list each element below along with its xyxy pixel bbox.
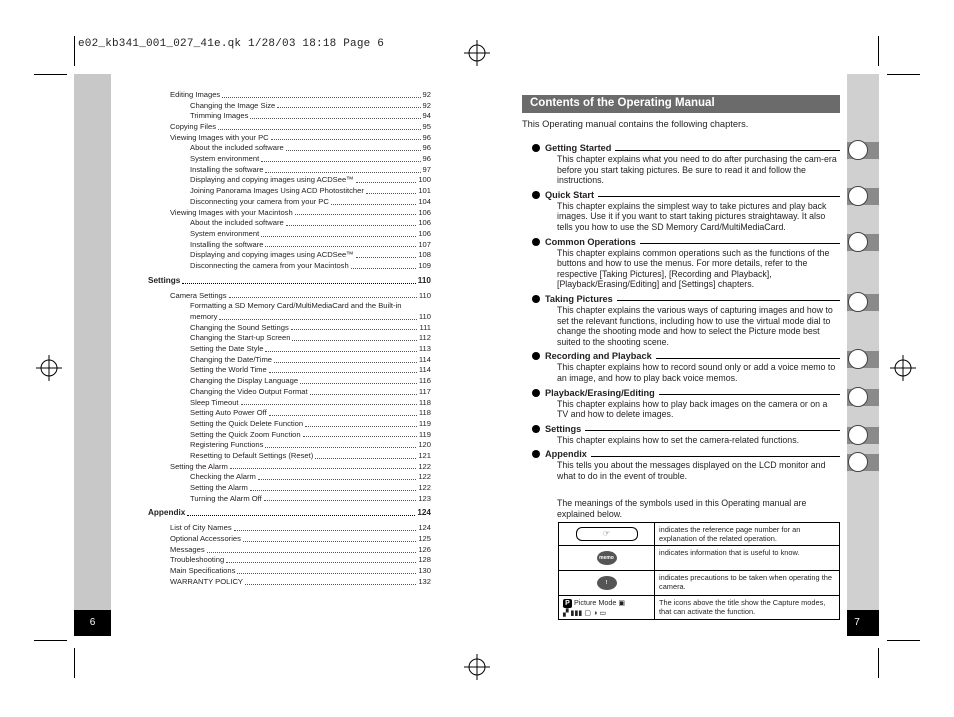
dot-leader [250, 490, 417, 491]
toc-entry [148, 111, 431, 122]
toc-page-number: 118 [418, 397, 431, 407]
table-row [559, 546, 840, 571]
toc-label: Copying Files [170, 122, 217, 132]
toc-page-number: 122 [418, 461, 431, 471]
dot-leader [243, 541, 416, 542]
crop-mark [74, 36, 75, 66]
toc-page-number: 92 [422, 89, 431, 99]
toc-page-number: 123 [418, 493, 431, 503]
crop-mark [878, 36, 879, 66]
toc-page-number: 106 [418, 228, 431, 238]
capture-mode-icons [559, 596, 655, 620]
toc-entry [148, 566, 431, 577]
toc-page-number: 110 [417, 275, 431, 285]
tab-ring-icon [848, 186, 868, 206]
left-thumb-tab [74, 74, 111, 636]
toc-page-number: 118 [418, 408, 431, 418]
toc-entry [148, 176, 431, 187]
toc-entry [148, 577, 431, 588]
toc-label: Displaying and copying images using ACDSee™ [190, 175, 354, 185]
toc-page-number: 125 [418, 534, 431, 544]
dot-leader [182, 283, 415, 284]
toc-page-number: 114 [418, 354, 431, 364]
toc-label: Setting Auto Power Off [190, 408, 267, 418]
toc-label: Installing the software [190, 164, 264, 174]
toc-label: Camera Settings [170, 290, 227, 300]
toc-page-number: 96 [422, 132, 431, 142]
toc-entry [148, 333, 431, 344]
toc-page-number: 120 [418, 440, 431, 450]
toc-entry [148, 218, 431, 229]
toc-label: Disconnecting the camera from your Macintosh [190, 260, 349, 270]
toc-page-number: 97 [422, 164, 431, 174]
toc-label: Changing the Display Language [190, 376, 299, 386]
registration-mark-icon [890, 355, 916, 381]
toc-label: Main Specifications [170, 566, 236, 576]
toc-page-number: 104 [418, 196, 431, 206]
chapter-description: This chapter explains the simplest way to take pictures and play back images. Use it if you want to start taking pictures straightaway. It also tells you how to use the SD Memory Card/MultiMediaCard. [557, 200, 827, 232]
toc-page-number: 122 [418, 483, 431, 493]
intro-text: This Operating manual contains the following chapters. [522, 119, 749, 129]
toc-entry [148, 387, 431, 398]
chapter-item [532, 387, 840, 420]
right-page-number: 7 [854, 617, 860, 628]
dot-leader [230, 468, 417, 469]
chapter-description: This chapter explains what you need to do after purchasing the cam-era before you start taking pictures. Be sure to read it and follow the instructions. [557, 154, 837, 186]
toc-label: Changing the Sound Settings [190, 322, 289, 332]
dot-leader [300, 383, 417, 384]
crop-mark [887, 640, 920, 641]
symbols-intro: The meanings of the symbols used in this Operating manual are explained below. [557, 498, 807, 519]
symbols-table [558, 522, 840, 620]
section-title-bar [522, 95, 840, 113]
chapter-description: This chapter explains how to record sound only or add a voice memo to an image, and how to play back voice memos. [557, 362, 836, 383]
tab-ring-icon [848, 387, 868, 407]
toc-label: Sleep Timeout [190, 397, 239, 407]
toc-label: Changing the Video Output Format [190, 386, 308, 396]
dot-leader [269, 415, 417, 416]
dot-leader [258, 479, 416, 480]
crop-mark [74, 648, 75, 678]
picture-mode-icon: P [563, 599, 572, 608]
toc-label: Setting the Alarm [170, 461, 228, 471]
toc-label: Editing Images [170, 89, 221, 99]
toc-entry [148, 430, 431, 441]
chapter-title: Getting Started [545, 143, 612, 153]
toc-page-number: 126 [418, 544, 431, 554]
table-row [559, 596, 840, 620]
toc-label: Installing the software [190, 239, 264, 249]
table-row [559, 523, 840, 546]
toc-label: List of City Names [170, 523, 232, 533]
toc-label: Messages [170, 544, 205, 554]
toc-page-number: 128 [418, 555, 431, 565]
toc-label: Joining Panorama Images Using ACD Photostitcher [190, 186, 364, 196]
dot-leader [265, 351, 416, 352]
chapter-description: This chapter explains the various ways of capturing images and how to set the relevant functions, including how to use the virtual mode dial to change the shooting mode and how to select the Picture mode best suited to the shooting scene. [557, 304, 833, 347]
table-of-contents [148, 90, 431, 588]
toc-label: Turning the Alarm Off [190, 493, 262, 503]
dot-leader [286, 225, 417, 226]
dot-leader [356, 182, 417, 183]
bullet-icon [532, 191, 540, 199]
toc-label: Setting the Alarm [190, 483, 248, 493]
bullet-icon [532, 295, 540, 303]
dot-leader [303, 436, 417, 437]
page-number-box [847, 610, 879, 636]
toc-entry [148, 440, 431, 451]
toc-page-number: 108 [418, 250, 431, 260]
chapter-item [532, 448, 840, 481]
toc-page-number: 119 [418, 418, 431, 428]
dot-leader [291, 329, 418, 330]
toc-label: WARRANTY POLICY [170, 576, 243, 586]
toc-entry [148, 90, 431, 101]
dot-leader [250, 118, 420, 119]
left-page-number: 6 [89, 617, 96, 628]
toc-entry [148, 545, 431, 556]
toc-entry [148, 494, 431, 505]
bullet-icon [532, 389, 540, 397]
toc-label: Appendix [148, 508, 186, 518]
page-number-box [74, 610, 111, 636]
toc-page-number: 106 [418, 207, 431, 217]
toc-label: Viewing Images with your Macintosh [170, 207, 293, 217]
toc-entry [148, 261, 431, 272]
toc-page-number: 124 [418, 523, 431, 533]
toc-label: About the included software [190, 143, 284, 153]
dot-leader [219, 319, 416, 320]
toc-label: Changing the Start-up Screen [190, 333, 291, 343]
dot-leader [261, 161, 420, 162]
dot-leader [187, 515, 415, 516]
toc-page-number: 95 [422, 122, 431, 132]
dot-leader [265, 246, 416, 247]
registration-mark-icon [464, 40, 490, 66]
scene-icon: ▣ [618, 598, 626, 607]
toc-label: Setting the Quick Delete Function [190, 418, 304, 428]
toc-entry [148, 208, 431, 219]
toc-page-number: 109 [418, 260, 431, 270]
dot-leader [265, 172, 420, 173]
toc-page-number: 132 [418, 576, 431, 586]
toc-entry [148, 250, 431, 261]
chapter-title: Playback/Erasing/Editing [545, 387, 655, 398]
toc-entry [148, 451, 431, 462]
toc-entry [148, 376, 431, 387]
dot-leader [218, 129, 421, 130]
dot-leader [261, 236, 416, 237]
bullet-icon [532, 425, 540, 433]
crop-mark [34, 640, 67, 641]
toc-label: About the included software [190, 218, 284, 228]
toc-page-number: 119 [418, 429, 431, 439]
crop-mark [878, 648, 879, 678]
toc-page-number: 107 [418, 239, 431, 249]
header-line: e02_kb341_001_027_41e.qk 1/28/03 18:18 Page 6 [78, 38, 385, 50]
movie-icon: ▞ ▮▮▮ ▢ ◑ ▭ [563, 608, 607, 617]
toc-page-number: 110 [418, 312, 431, 322]
chapter-title: Appendix [545, 449, 587, 460]
dot-leader [229, 297, 417, 298]
toc-label: Registering Functions [190, 440, 264, 450]
bullet-icon [532, 144, 540, 152]
chapter-title: Recording and Playback [545, 351, 652, 362]
tab-ring-icon [848, 140, 868, 160]
symbol-description: indicates the reference page number for an explanation of the related operation. [655, 523, 840, 546]
dot-leader [295, 214, 417, 215]
toc-entry [148, 472, 431, 483]
dot-leader [234, 530, 417, 531]
toc-page-number: 121 [418, 450, 431, 460]
toc-entry [148, 165, 431, 176]
bullet-icon [532, 238, 540, 246]
toc-label: System environment [190, 228, 260, 238]
toc-entry [148, 229, 431, 240]
toc-entry [148, 398, 431, 409]
bullet-icon [532, 450, 540, 458]
toc-page-number: 113 [418, 344, 431, 354]
toc-label: Viewing Images with your PC [170, 132, 269, 142]
dot-leader [264, 500, 417, 501]
table-row [559, 571, 840, 596]
toc-entry [148, 186, 431, 197]
toc-label: Disconnecting your camera from your PC [190, 196, 329, 206]
dot-leader [305, 426, 417, 427]
chapter-item [532, 236, 840, 290]
toc-entry [148, 197, 431, 208]
toc-page-number: 114 [418, 365, 431, 375]
toc-page-number: 111 [419, 322, 431, 332]
toc-page-number: 101 [418, 186, 431, 196]
toc-entry [148, 523, 431, 534]
dot-leader [271, 139, 421, 140]
chapter-item [532, 189, 840, 233]
toc-entry [148, 154, 431, 165]
tab-ring-icon [848, 349, 868, 369]
toc-label: Changing the Image Size [190, 100, 276, 110]
toc-page-number: 94 [422, 111, 431, 121]
toc-label: Displaying and copying images using ACDSee™ [190, 250, 354, 260]
symbol-description: The icons above the title show the Capture modes, that can activate the function. [655, 596, 840, 620]
dot-leader [315, 458, 416, 459]
toc-entry [148, 122, 431, 133]
chapter-title: Settings [545, 423, 582, 434]
toc-entry [148, 344, 431, 355]
dot-leader [351, 268, 417, 269]
registration-mark-icon [36, 355, 62, 381]
toc-entry [148, 101, 431, 112]
toc-label: Troubleshooting [170, 555, 225, 565]
dot-leader [331, 204, 416, 205]
toc-label: Setting the Date Style [190, 344, 264, 354]
toc-entry [148, 408, 431, 419]
tab-ring-icon [848, 292, 868, 312]
toc-label: Settings [148, 275, 181, 285]
toc-entry [148, 323, 431, 334]
picture-mode-label: Picture Mode [574, 598, 617, 607]
page-title: Contents of the Operating Manual [530, 97, 715, 109]
tab-ring-icon [848, 232, 868, 252]
crop-mark [887, 74, 920, 75]
chapter-item [532, 350, 840, 383]
dot-leader [366, 193, 416, 194]
dot-leader [222, 97, 420, 98]
toc-entry [148, 240, 431, 251]
toc-label: Setting the World Time [190, 365, 267, 375]
toc-page-number: 117 [418, 386, 431, 396]
toc-entry [148, 556, 431, 567]
toc-entry [148, 534, 431, 545]
dot-leader [356, 257, 417, 258]
toc-page-number: 96 [422, 154, 431, 164]
chapter-description: This tells you about the messages displayed on the LCD monitor and what to do in the event of trouble. [557, 460, 826, 481]
chapter-title: Taking Pictures [545, 293, 613, 304]
toc-entry [148, 312, 431, 323]
chapter-list [532, 142, 840, 484]
dot-leader [265, 447, 416, 448]
chapter-item [532, 423, 840, 446]
symbol-description: indicates information that is useful to know. [655, 546, 840, 571]
toc-entry [148, 291, 431, 302]
tab-ring-icon [848, 452, 868, 472]
dot-leader [286, 150, 421, 151]
dot-leader [269, 372, 417, 373]
toc-label: Optional Accessories [170, 534, 241, 544]
dot-leader [226, 562, 416, 563]
toc-label: Changing the Date/Time [190, 354, 273, 364]
chapter-item [532, 293, 840, 347]
dot-leader [292, 340, 416, 341]
toc-page-number: 116 [418, 376, 431, 386]
toc-label: Checking the Alarm [190, 472, 256, 482]
chapter-title: Quick Start [545, 189, 595, 200]
memo-icon: memo [597, 551, 617, 565]
dot-leader [277, 107, 420, 108]
chapter-description: This chapter explains how to play back images on the camera or on a TV and how to delete images. [557, 398, 828, 420]
toc-page-number: 124 [417, 508, 431, 518]
caution-icon: ! [597, 576, 617, 590]
toc-entry [148, 133, 431, 144]
chapter-description: This chapter explains how to set the camera-related functions. [557, 434, 800, 445]
dot-leader [241, 404, 417, 405]
chapter-description: This chapter explains common operations such as the functions of the buttons and how to use the menus. For more details, refer to the respective [Taking Pictures], [Recording and Playback], [Playback/Erasing/Editing] and [Settings] chapters. [557, 247, 830, 290]
toc-label: Trimming Images [190, 111, 249, 121]
toc-page-number: 110 [418, 290, 431, 300]
toc-label: Resetting to Default Settings (Reset) [190, 450, 314, 460]
registration-mark-icon [464, 654, 490, 680]
toc-page-number: 92 [422, 100, 431, 110]
toc-entry [148, 366, 431, 377]
toc-entry [148, 483, 431, 494]
toc-page-number: 130 [418, 566, 431, 576]
symbol-description: indicates precautions to be taken when operating the camera. [655, 571, 840, 596]
toc-page-number: 96 [422, 143, 431, 153]
chapter-item [532, 142, 840, 186]
toc-label: memory [190, 312, 218, 322]
dot-leader [207, 552, 417, 553]
toc-section [148, 507, 431, 519]
toc-page-number: 106 [418, 218, 431, 228]
toc-entry [148, 355, 431, 366]
dot-leader [310, 394, 417, 395]
toc-label: Formatting a SD Memory Card/MultiMediaCard and the Built-in [190, 301, 402, 311]
dot-leader [274, 362, 417, 363]
reference-page-icon: ☞ [576, 527, 638, 541]
dot-leader [237, 573, 416, 574]
bullet-icon [532, 352, 540, 360]
toc-entry [148, 419, 431, 430]
dot-leader [245, 584, 416, 585]
chapter-title: Common Operations [545, 236, 636, 247]
toc-label: System environment [190, 154, 260, 164]
toc-page-number: 122 [418, 472, 431, 482]
toc-section [148, 275, 431, 287]
toc-page-number: 112 [418, 333, 431, 343]
toc-page-number: 100 [418, 175, 431, 185]
tab-ring-icon [848, 425, 868, 445]
toc-entry [148, 143, 431, 154]
toc-label: Setting the Quick Zoom Function [190, 429, 301, 439]
toc-entry [148, 462, 431, 473]
crop-mark [34, 74, 67, 75]
toc-entry [148, 301, 431, 312]
